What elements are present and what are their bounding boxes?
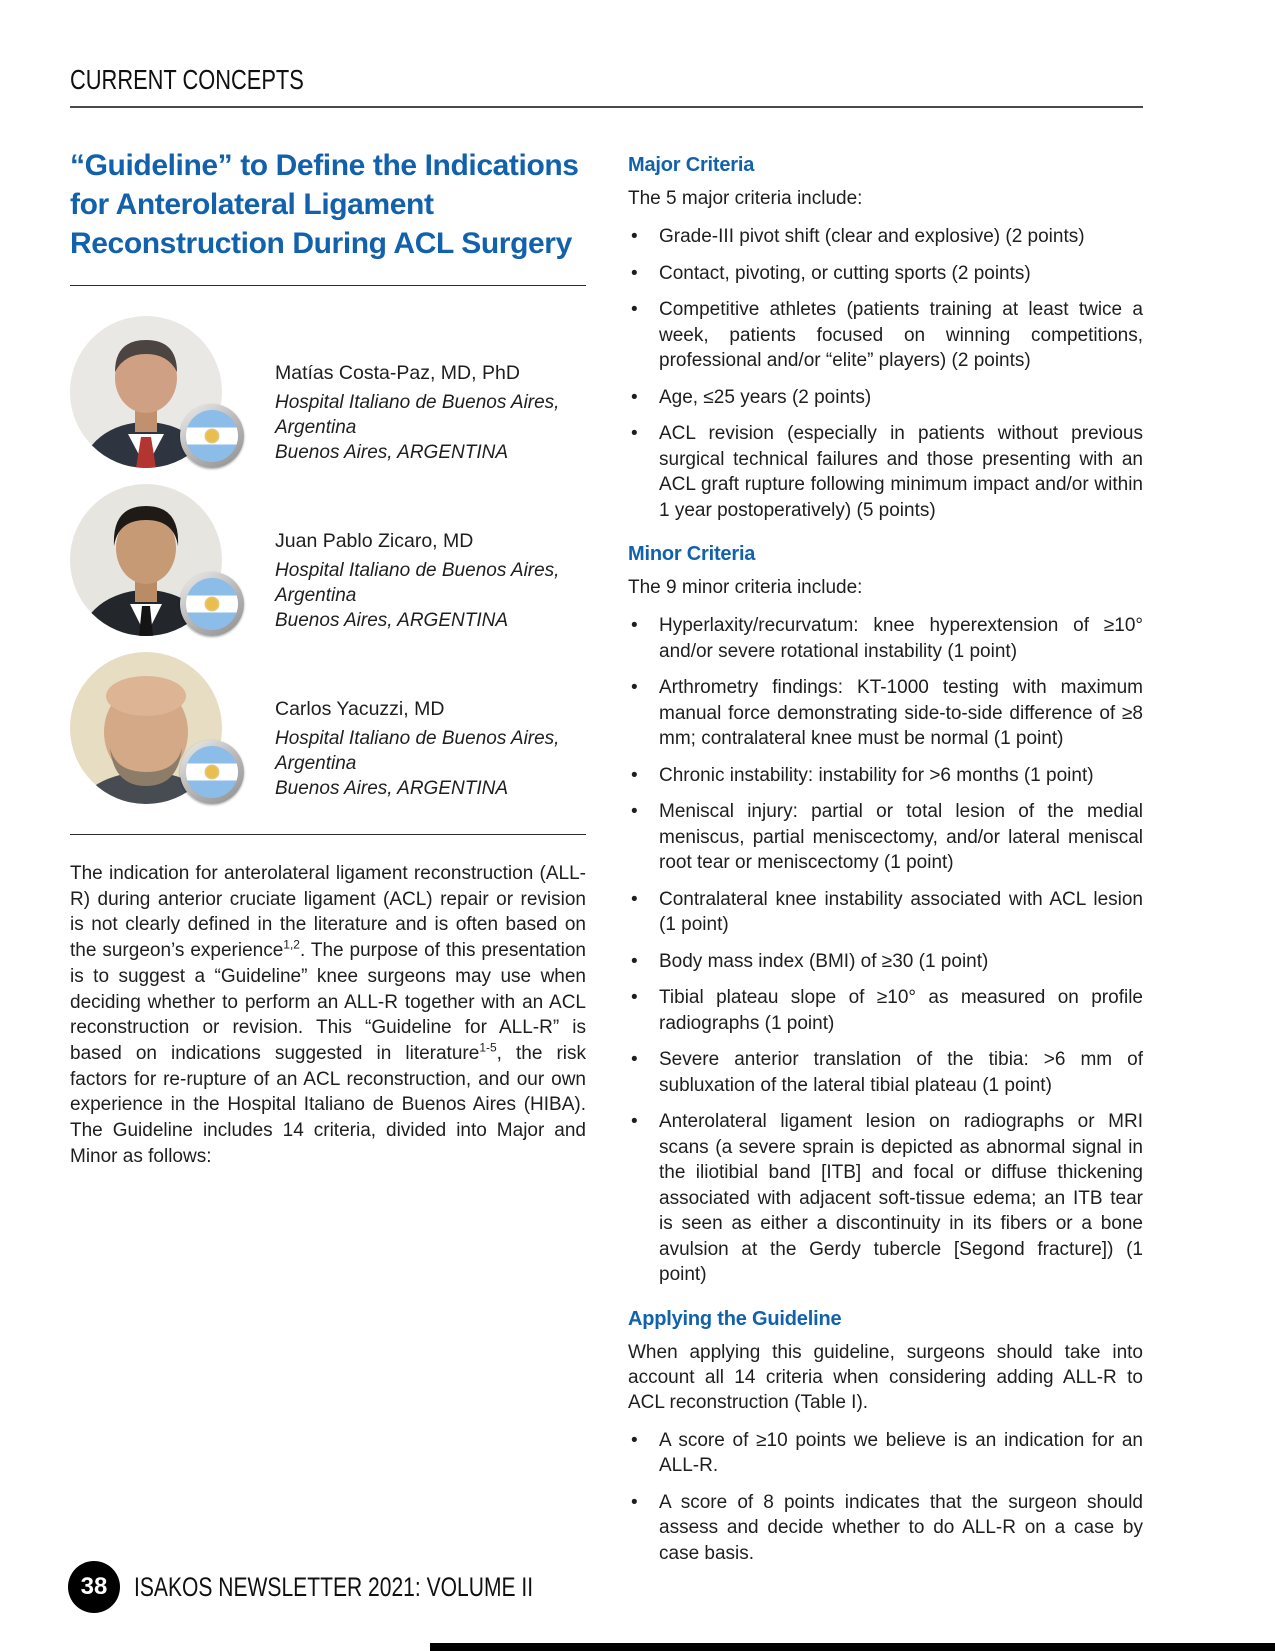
argentina-flag-icon	[180, 740, 244, 804]
criteria-item: • Contact, pivoting, or cutting sports (2 points)	[628, 261, 1143, 287]
right-column	[628, 146, 1143, 1566]
intro-text: , the risk factors for re-rupture of an ACL reconstruction, and our own experience in the Hospital Italiano de Buenos Aires (HIBA). The Guideline includes 14 criteria, divided into Major and Minor as follows:	[70, 1042, 586, 1167]
flag-sun-icon	[206, 598, 218, 610]
criteria-item: • Hyperlaxity/recurvatum: knee hyperextension of ≥10° and/or severe rotational instability (1 point)	[628, 613, 1143, 664]
bottom-edge-bar	[430, 1643, 1275, 1651]
criteria-item: • Severe anterior translation of the tibia: >6 mm of subluxation of the lateral tibial plateau (1 point)	[628, 1047, 1143, 1098]
criteria-item: • A score of ≥10 points we believe is an indication for an ALL-R.	[628, 1428, 1143, 1479]
flag-sun-icon	[206, 430, 218, 442]
page-number: 38	[80, 1573, 108, 1600]
criteria-item: • Competitive athletes (patients training at least twice a week, patients focused on winning competitions, professional and/or “elite” players) (2 points)	[628, 297, 1143, 374]
author-info	[275, 652, 586, 801]
author-list	[70, 316, 586, 804]
affiliation-line: Hospital Italiano de Buenos Aires,	[275, 392, 560, 413]
page-number-badge	[68, 1561, 120, 1613]
footer-text: ISAKOS NEWSLETTER 2021: VOLUME II	[134, 1571, 534, 1602]
author-photo	[70, 316, 222, 468]
reference-superscript: 1-5	[479, 1040, 497, 1055]
affiliation-line: Argentina	[275, 753, 357, 774]
section-minor-criteria	[628, 543, 1143, 1288]
criteria-item: • Contralateral knee instability associated with ACL lesion (1 point)	[628, 887, 1143, 938]
article-body	[0, 108, 1275, 1566]
criteria-list	[628, 1428, 1143, 1567]
section-heading: Applying the Guideline	[628, 1307, 842, 1330]
affiliation-line: Hospital Italiano de Buenos Aires,	[275, 728, 560, 749]
author-info	[275, 316, 586, 465]
section-lead: The 9 minor criteria include:	[628, 577, 863, 598]
affiliation-line: Hospital Italiano de Buenos Aires,	[275, 560, 560, 581]
author-photo	[70, 652, 222, 804]
section-applying-guideline	[628, 1308, 1143, 1567]
argentina-flag-icon	[180, 572, 244, 636]
section-heading: Major Criteria	[628, 154, 755, 176]
page-footer	[68, 1561, 646, 1613]
author-location: Buenos Aires, ARGENTINA	[275, 442, 509, 463]
criteria-item: • ACL revision (especially in patients without previous surgical technical failures and those presenting with an ACL graft rupture following minimum impact and/or within 1 year postoperatively) (5 points)	[628, 421, 1143, 523]
author-affiliation	[275, 726, 586, 776]
criteria-item: • Chronic instability: instability for >6 months (1 point)	[628, 763, 1143, 789]
intro-paragraph	[70, 861, 586, 1169]
left-column	[70, 146, 586, 1169]
title-divider	[70, 285, 586, 286]
section-lead: The 5 major criteria include:	[628, 188, 863, 209]
criteria-item: • Meniscal injury: partial or total lesion of the medial meniscus, partial meniscectomy, and/or lateral meniscal root tear or meniscectomy (1 point)	[628, 799, 1143, 876]
intro-text: . The purpose of this presentation is to suggest a “Guideline” knee surgeons may use when deciding whether to perform an ALL-R together with an ACL reconstruction or revision. This “Guideline for ALL-R” is based on indications suggested in literature	[70, 940, 586, 1064]
criteria-item: • Body mass index (BMI) of ≥30 (1 point)	[628, 949, 1143, 975]
section-lead: When applying this guideline, surgeons should take into account all 14 criteria when considering adding ALL-R to ACL reconstruction (Table I).	[628, 1341, 1143, 1413]
criteria-list	[628, 224, 1143, 523]
author-name: Carlos Yacuzzi, MD	[275, 698, 445, 720]
author-info	[275, 484, 586, 633]
author-card	[70, 484, 586, 636]
author-affiliation	[275, 390, 586, 440]
page-header	[0, 0, 1275, 108]
intro-block	[70, 834, 586, 1169]
section-heading: Minor Criteria	[628, 543, 756, 565]
author-affiliation	[275, 558, 586, 608]
author-card	[70, 316, 586, 468]
criteria-item: • Tibial plateau slope of ≥10° as measured on profile radiographs (1 point)	[628, 985, 1143, 1036]
criteria-item: • Grade-III pivot shift (clear and explosive) (2 points)	[628, 224, 1143, 250]
flag-sun-icon	[206, 766, 218, 778]
intro-text: The indication for anterolateral ligament reconstruction (ALL-R) during anterior cruciate ligament (ACL) repair or revision is not clearly defined in the literature and is often based on the surgeon’s experience	[70, 863, 586, 962]
criteria-item: • A score of 8 points indicates that the surgeon should assess and decide whether to do ALL-R on a case by case basis.	[628, 1490, 1143, 1567]
author-name: Juan Pablo Zicaro, MD	[275, 530, 474, 552]
criteria-list	[628, 613, 1143, 1288]
criteria-item: • Arthrometry findings: KT-1000 testing with maximum manual force demonstrating side-to-side difference of ≥8 mm; contralateral knee must be normal (1 point)	[628, 675, 1143, 752]
author-location: Buenos Aires, ARGENTINA	[275, 778, 509, 799]
article-title: “Guideline” to Define the Indications for Anterolateral Ligament Reconstruction During ACL Surgery	[70, 149, 579, 260]
author-photo	[70, 484, 222, 636]
affiliation-line: Argentina	[275, 417, 357, 438]
author-name: Matías Costa-Paz, MD, PhD	[275, 362, 520, 384]
criteria-item: • Anterolateral ligament lesion on radiographs or MRI scans (a severe sprain is depicted as abnormal signal in the iliotibial band [ITB] and focal or diffuse thickening associated with adjacent soft-tissue edema; an ITB tear is seen as either a discontinuity in its fibers or a bone avulsion at the Gerdy tubercle [Segond fracture]) (1 point)	[628, 1109, 1143, 1288]
affiliation-line: Argentina	[275, 585, 357, 606]
criteria-item: • Age, ≤25 years (2 points)	[628, 385, 1143, 411]
author-location: Buenos Aires, ARGENTINA	[275, 610, 509, 631]
section-major-criteria	[628, 154, 1143, 523]
author-card	[70, 652, 586, 804]
reference-superscript: 1,2	[283, 937, 300, 952]
section-kicker: CURRENT CONCEPTS	[70, 64, 304, 95]
argentina-flag-icon	[180, 404, 244, 468]
